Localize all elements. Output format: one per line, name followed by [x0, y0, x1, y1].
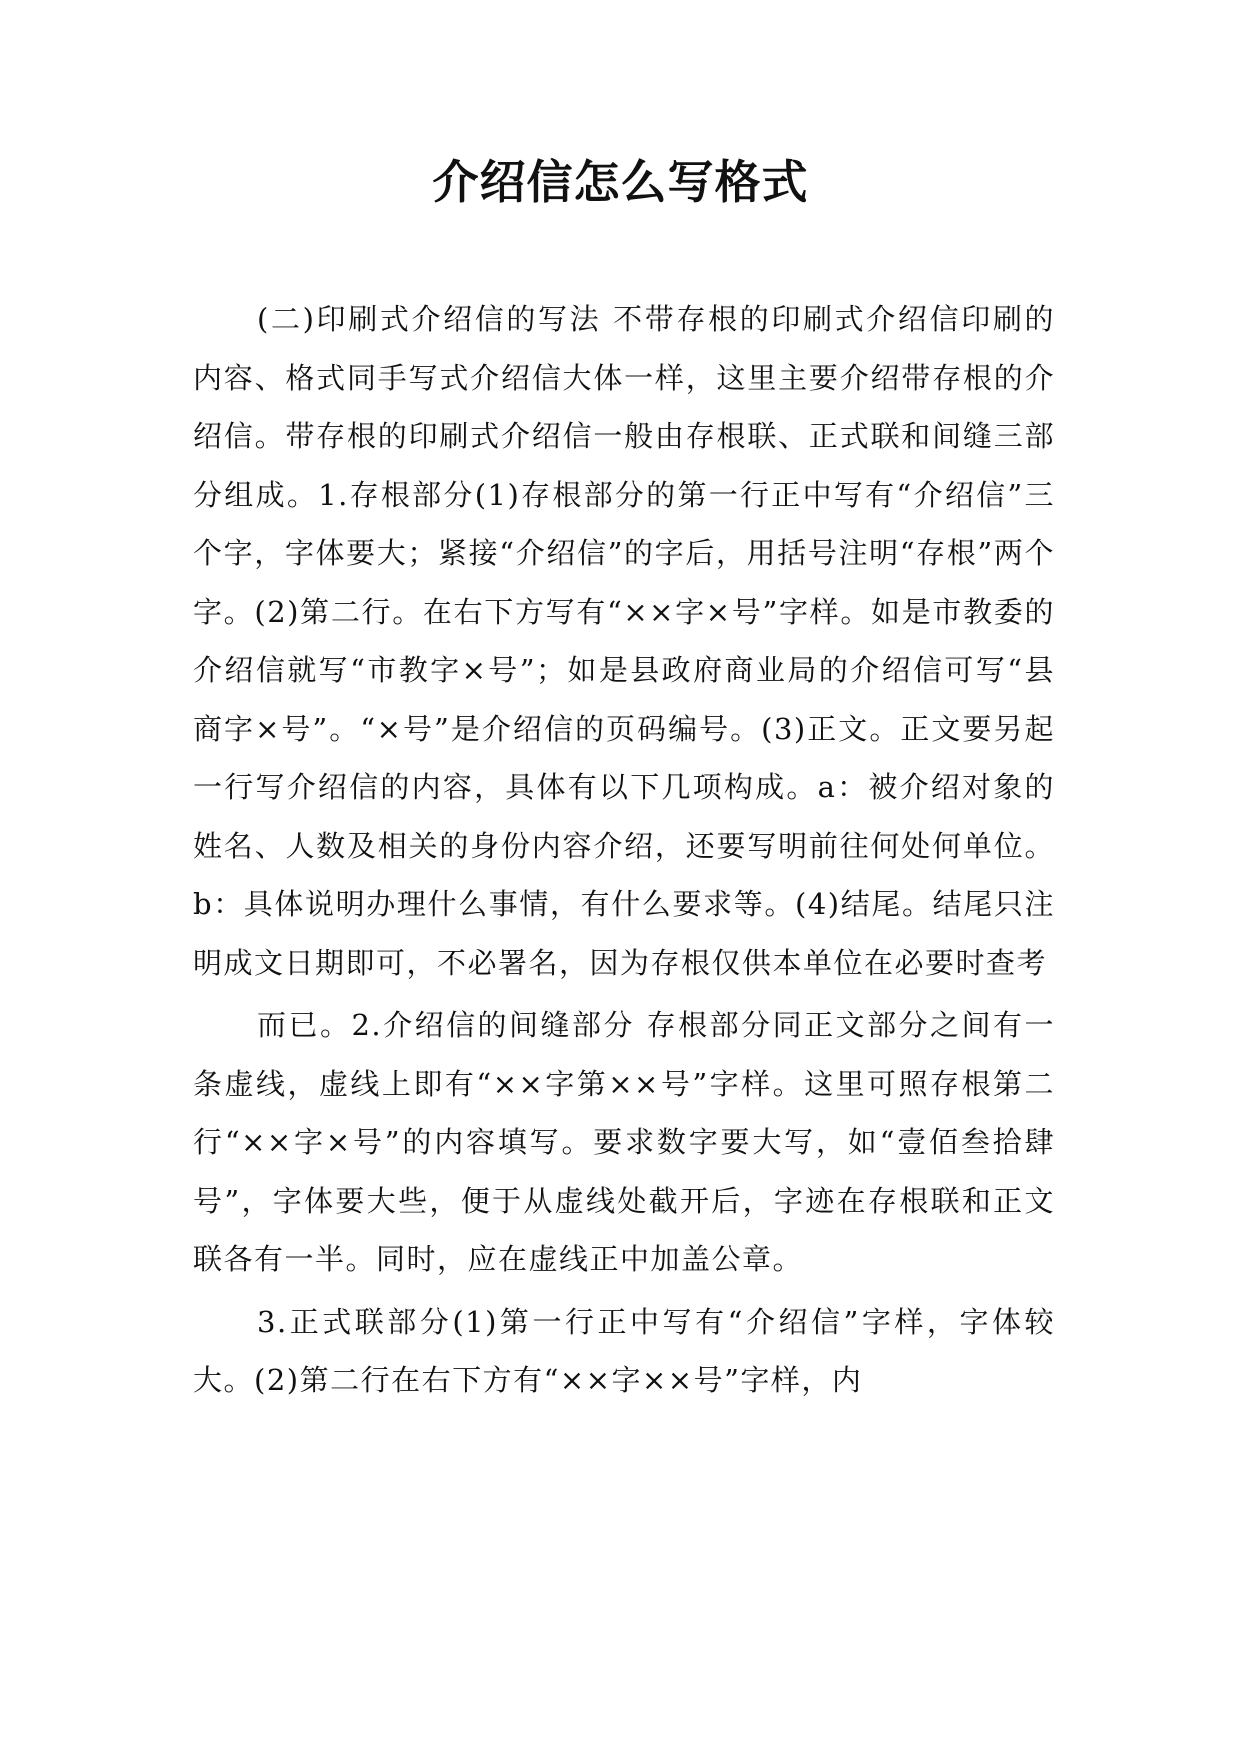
paragraph-seam-section: 而已。2.介绍信的间缝部分 存根部分同正文部分之间有一条虚线，虚线上即有“××字第××号”字样。这里可照存根第二行“××字×号”的内容填写。要求数字要大写，如“壹佰叁拾肆号”，字体要大些，便于从虚线处截开后，字迹在存根联和正文联各有一半。同时，应在虚线正中加盖公章。 — [193, 1008, 1055, 1276]
document-body — [193, 290, 1055, 1410]
paragraph-formal-section: 3.正式联部分(1)第一行正中写有“介绍信”字样，字体较大。(2)第二行在右下方有“××字××号”字样，内 — [193, 1304, 1055, 1397]
paragraph-printed-letter: (二)印刷式介绍信的写法 不带存根的印刷式介绍信印刷的内容、格式同手写式介绍信大体一样，这里主要介绍带存根的介绍信。带存根的印刷式介绍信一般由存根联、正式联和间缝三部分组成。1.存根部分(1)存根部分的第一行正中写有“介绍信”三个字，字体要大；紧接“介绍信”的字后，用括号注明“存根”两个字。(2)第二行。在右下方写有“××字×号”字样。如是市教委的介绍信就写“市教字×号”；如是县政府商业局的介绍信可写“县商字×号”。“×号”是介绍信的页码编号。(3)正文。正文要另起一行写介绍信的内容，具体有以下几项构成。a：被介绍对象的姓名、人数及相关的身份内容介绍，还要写明前往何处何单位。b：具体说明办理什么事情，有什么要求等。(4)结尾。结尾只注明成文日期即可，不必署名，因为存根仅供本单位在必要时查考 — [193, 302, 1055, 980]
document-title: 介绍信怎么写格式 — [432, 155, 809, 209]
